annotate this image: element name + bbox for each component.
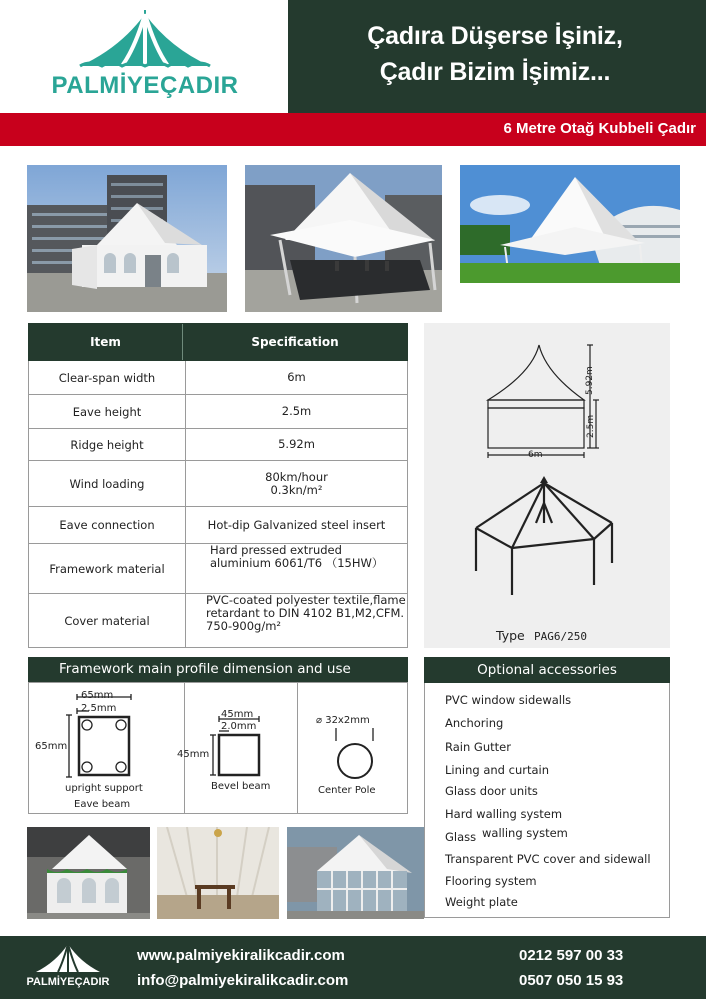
pole-dimension-value: 32x2mm [325,715,370,726]
table-row [28,544,408,594]
table-row [28,429,408,461]
list-item: Glass [445,830,477,844]
phone-2[interactable]: 0507 050 15 93 [519,972,624,989]
brand-logo [50,8,240,108]
eave-height-dimension: 2.5m [586,414,596,438]
row-item: Clear-span width [29,361,186,394]
table-row [28,361,408,395]
profile-width: 45mm [221,709,254,720]
profile-use-2: Eave beam [74,799,131,810]
profile-center-pole [298,682,408,814]
phone-1[interactable]: 0212 597 00 33 [519,947,624,964]
profile-bevel [177,682,298,814]
spec-table-header [28,323,408,361]
row-spec: 6m [287,370,306,384]
table-row [28,461,408,507]
header-slogan-area [288,0,706,113]
tent-diagram [424,323,670,648]
list-item: Hard walling system [445,807,563,821]
profile-height: 65mm [35,741,68,752]
row-spec-line-2: retardant to DIN 4102 B1,M2,CFM. [206,606,405,620]
website-link[interactable]: www.palmiyekiralikcadir.com [137,947,345,964]
product-title: 6 Metre Otağ Kubbeli Çadır [503,120,696,137]
tent-photo-open-floor [245,165,442,312]
logo-wordmark: PALMİYEÇADIR [51,72,239,99]
profile-wall: 2.5mm [81,703,117,714]
footer-logo [18,942,118,994]
list-item: PVC window sidewalls [445,693,572,707]
row-spec-line-3: 750-900g/m² [206,619,282,633]
row-spec [186,544,407,593]
list-item: Flooring system [445,874,537,888]
tent-logo-icon [50,8,240,78]
profile-upright [28,682,185,814]
profile-wall: 2.0mm [221,721,257,732]
header-specification: Specification [251,335,339,349]
list-item: Weight plate [445,895,518,909]
row-item: Framework material [29,544,186,593]
list-item: Rain Gutter [445,740,511,754]
row-spec-line-2: 0.3kn/m² [270,482,323,497]
row-item: Eave connection [29,507,186,543]
row-spec-line-1: 80km/hour [265,469,328,484]
tent-photo-windows [27,827,150,919]
slogan-line-2: Çadır Bizim İşimiz... [379,58,611,86]
tent-logo-icon [18,942,118,978]
tent-photo-glass [287,827,424,919]
table-row [28,395,408,429]
list-item: walling system [482,826,568,840]
header-item: Item [29,324,183,360]
row-spec-line-1: Hard pressed extruded [210,543,342,557]
table-row [28,507,408,544]
list-item: Transparent PVC cover and sidewall [445,852,651,866]
profile-use-1: Bevel beam [211,781,271,792]
row-item: Wind loading [29,461,186,506]
row-spec: Hot-dip Galvanized steel insert [207,517,386,532]
row-spec: 5.92m [278,437,315,451]
list-item: Anchoring [445,716,504,730]
footer-logo-wordmark: PALMİYEÇADIR [26,976,110,988]
tent-photo-building [27,165,227,312]
list-item: Glass door units [445,784,538,798]
type-value: PAG6/250 [534,630,587,643]
row-spec [186,461,407,506]
width-dimension: 6m [528,450,543,460]
row-spec [186,594,407,647]
row-item: Eave height [29,395,186,428]
pole-dimension: ⌀ 32x2mm [316,715,370,726]
tent-photo-lawn [460,165,680,283]
profile-use-1: Center Pole [318,785,376,796]
row-spec-line-1: PVC-coated polyester textile,flame [206,593,406,607]
framework-title: Framework main profile dimension and use [28,657,408,682]
slogan-line-1: Çadıra Düşerse İşiniz, [367,22,623,50]
profile-use-1: upright support [65,783,143,794]
footer [0,936,706,999]
accessories-title: Optional accessories [424,657,670,683]
table-row [28,594,408,648]
profile-width: 65mm [81,690,114,701]
row-item: Cover material [29,594,186,647]
tent-photo-interior [157,827,279,919]
row-spec: 2.5m [281,404,312,418]
spec-table [28,323,408,648]
row-spec-line-2: aluminium 6061/T6 （15HW） [210,556,384,570]
profile-height: 45mm [177,749,210,760]
type-label: Type [496,628,525,643]
list-item: Lining and curtain [445,763,549,777]
tent-elevation-drawing [424,323,670,623]
accessories-list [424,683,670,918]
row-item: Ridge height [29,429,186,460]
ridge-height-dimension: 5.92m [585,366,595,395]
email-link[interactable]: info@palmiyekiralikcadir.com [137,972,349,989]
product-title-band [0,113,706,146]
framework-profiles [28,682,408,814]
